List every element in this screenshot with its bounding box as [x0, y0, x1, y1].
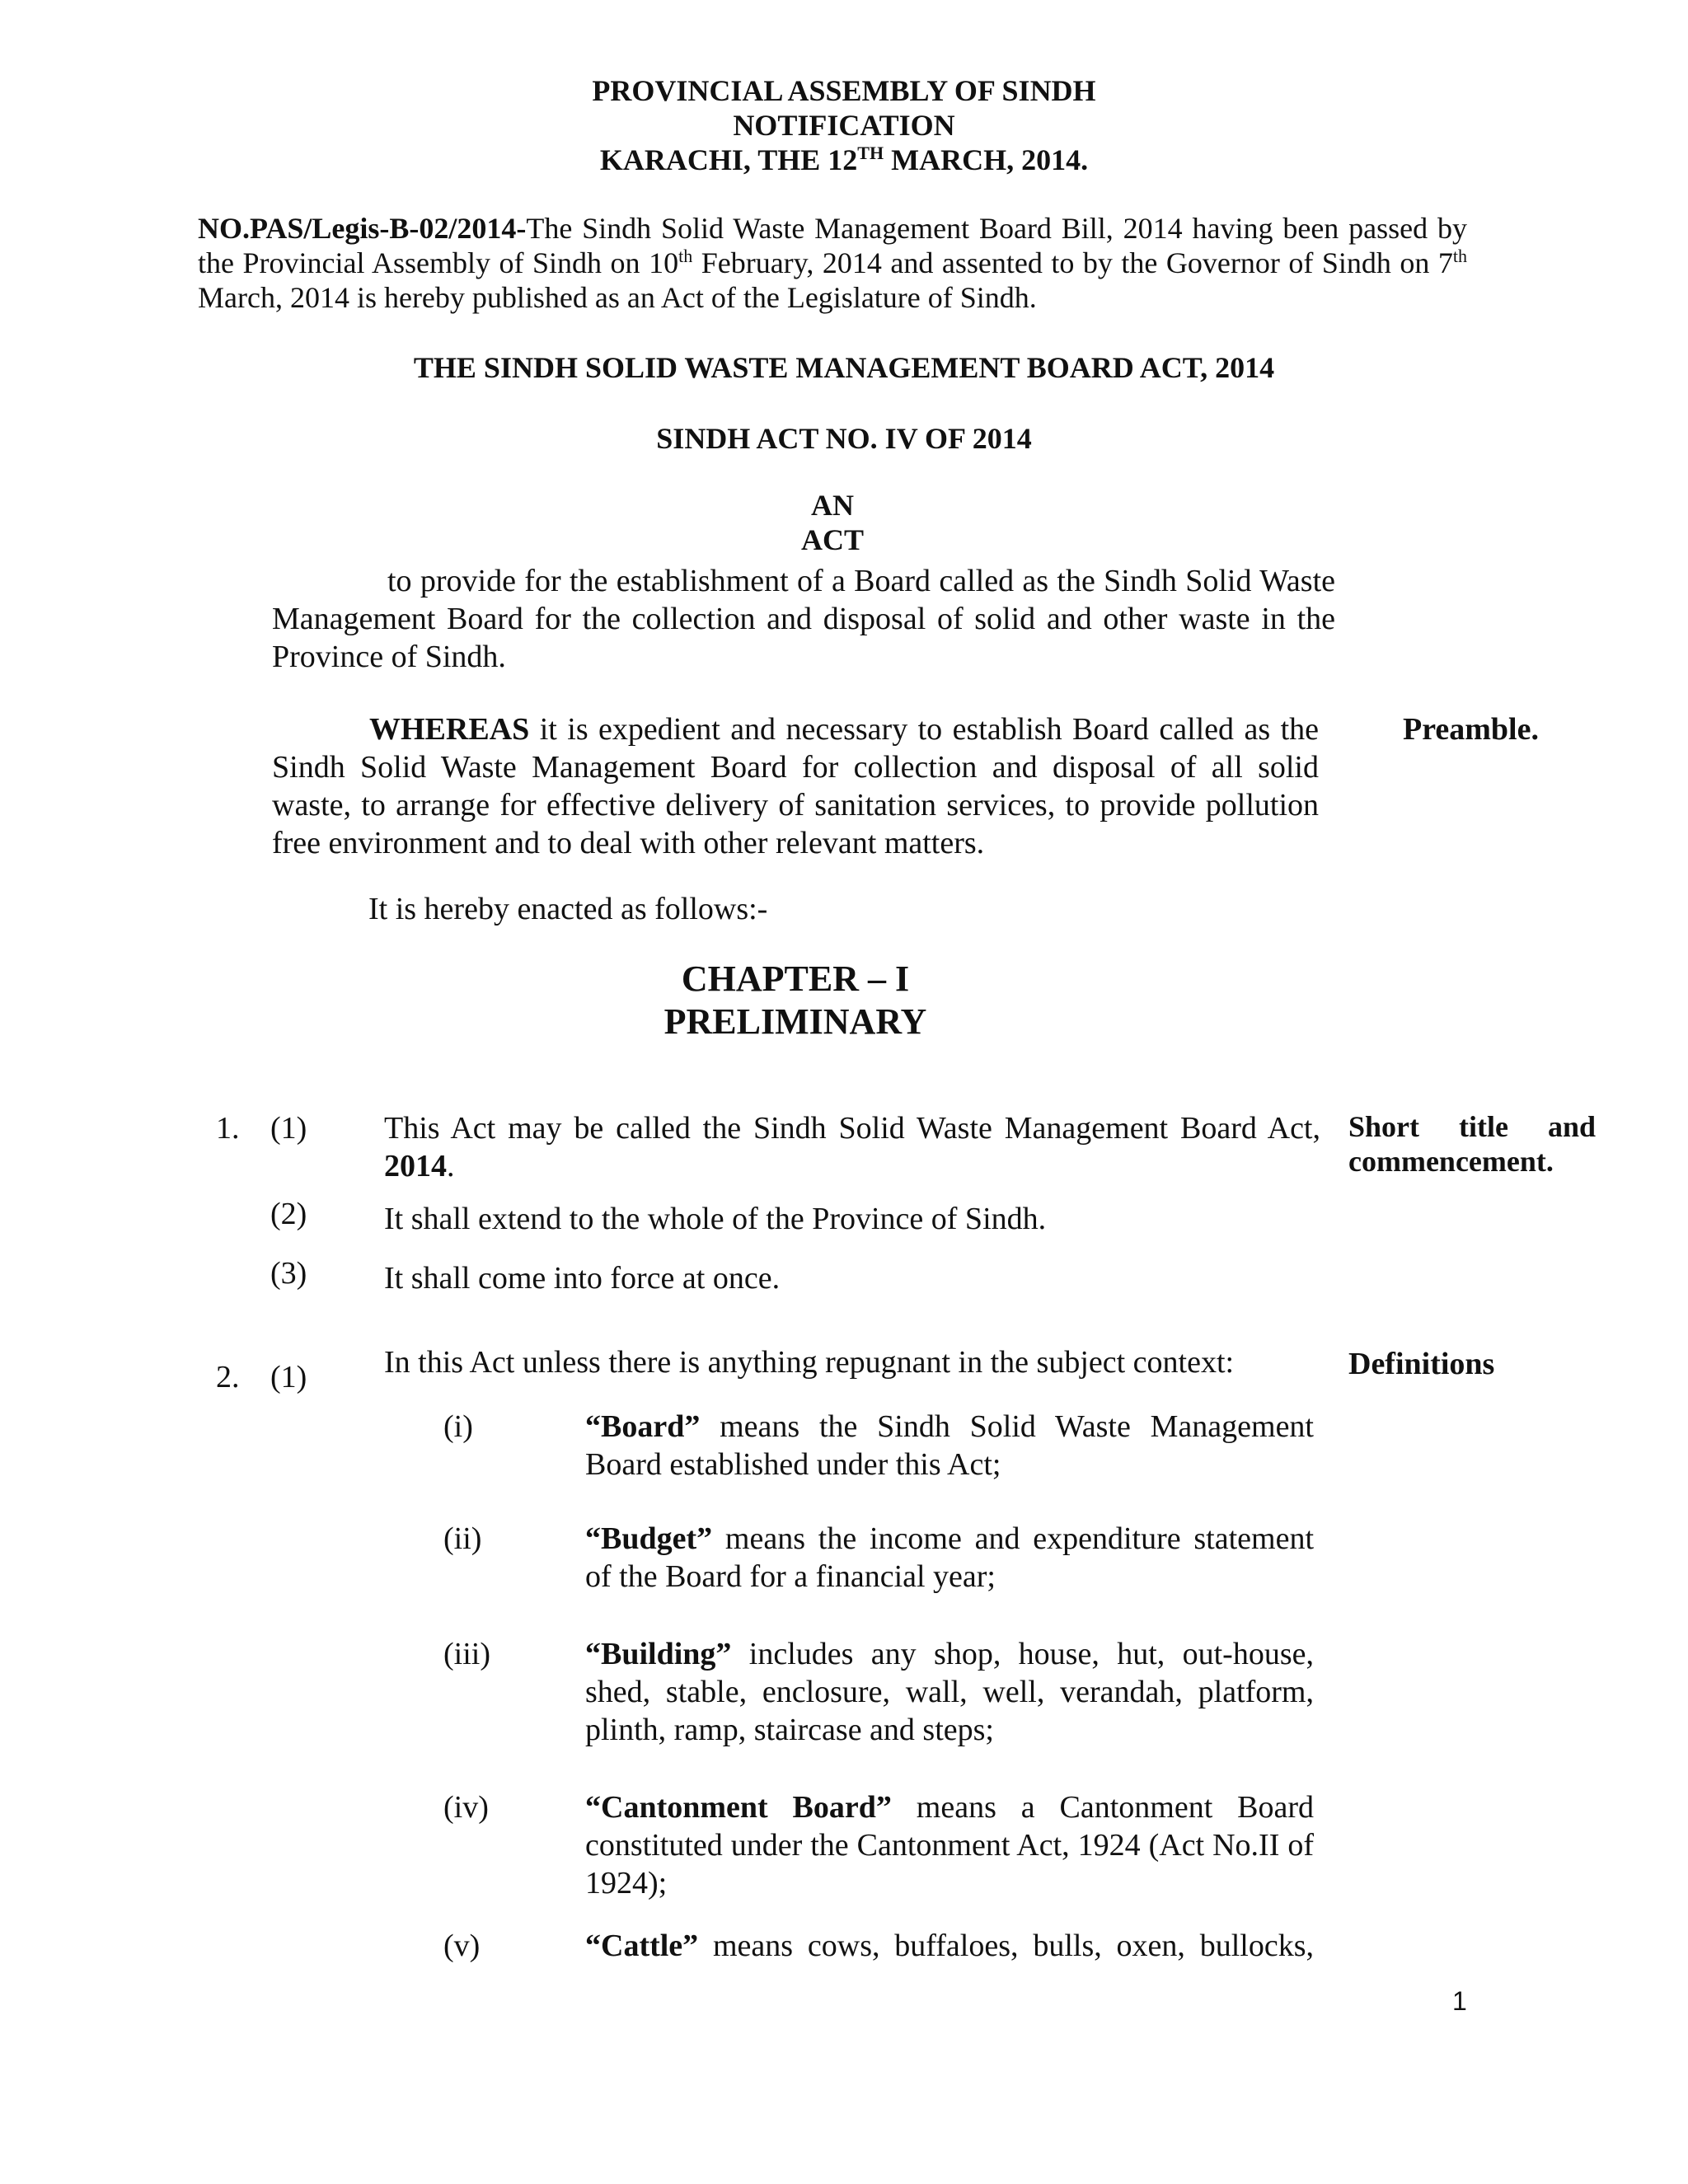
chapter-subtitle: PRELIMINARY [663, 1001, 927, 1042]
assembly-name: PROVINCIAL ASSEMBLY OF SINDH [592, 74, 1096, 107]
enactment-clause: It is hereby enacted as follows:- [368, 892, 768, 926]
definition-budget: “Budget” means the income and expenditure statement of the Board for a financial year; [585, 1521, 1314, 1594]
definition-number: (ii) [443, 1521, 482, 1556]
preamble-text: WHEREAS it is expedient and necessary to establish Board called as the Sindh Solid Waste Management Board for collection and disposal of all solid waste, to arrange for effective delivery of sanitation services, to provide pollution free environment and to deal with other relevant matters. [272, 712, 1319, 860]
notification-label: NOTIFICATION [733, 109, 955, 142]
an-label: AN [811, 489, 854, 522]
section-1-sub-1-number: (1) [270, 1111, 307, 1146]
definition-number: (v) [443, 1929, 481, 1963]
section-1-number: 1. [216, 1111, 240, 1146]
preamble-side-note: Preamble. [1403, 712, 1539, 747]
section-1-sub-1-text: This Act may be called the Sindh Solid Waste Management Board Act, 2014. [384, 1111, 1320, 1183]
section-1-side-note-b: commencement. [1348, 1145, 1554, 1178]
notification-paragraph: NO.PAS/Legis-B-02/2014-The Sindh Solid Waste Management Board Bill, 2014 having been passed by the Provincial Assembly of Sindh on 10th February, 2014 and assented to by the Governor of Sindh on 7th March, 2014 is hereby published as an Act of the Legislature of Sindh. [198, 212, 1468, 314]
whereas-label: WHEREAS [369, 712, 530, 747]
definition-cattle: “Cattle” means cows, buffaloes, bulls, oxen, bullocks, [585, 1929, 1314, 1963]
section-1-sub-2-text: It shall extend to the whole of the Province of Sindh. [384, 1202, 1047, 1236]
page-number: 1 [1452, 1986, 1467, 2016]
act-title: THE SINDH SOLID WASTE MANAGEMENT BOARD ACT, 2014 [413, 351, 1275, 384]
section-1-sub-3-number: (3) [270, 1256, 307, 1291]
act-label: ACT [800, 523, 864, 556]
long-title: to provide for the establishment of a Board called as the Sindh Solid Waste Management Board for the collection and disposal of solid and other waste in the Province of Sindh. [272, 564, 1335, 674]
definition-cantonment-board: “Cantonment Board” means a Cantonment Board constituted under the Cantonment Act, 1924 (Act No.II of 1924); [585, 1790, 1314, 1900]
section-2-side-note: Definitions [1348, 1347, 1495, 1381]
definition-number: (iv) [443, 1790, 489, 1825]
section-1-sub-2-number: (2) [270, 1197, 307, 1231]
definition-number: (i) [443, 1409, 473, 1444]
chapter-title: CHAPTER – I [681, 958, 910, 999]
section-1-sub-3-text: It shall come into force at once. [384, 1261, 781, 1296]
notification-date: KARACHI, THE 12TH MARCH, 2014. [599, 143, 1089, 176]
definition-number: (iii) [443, 1637, 490, 1671]
section-1-side-note-a: Short title and [1348, 1110, 1596, 1143]
section-2-sub-1-number: (1) [270, 1360, 307, 1394]
definition-building: “Building” includes any shop, house, hut, out-house, shed, stable, enclosure, wall, well, verandah, platform, plinth, ramp, staircase and steps; [585, 1637, 1314, 1747]
section-2-number: 2. [216, 1360, 240, 1394]
notification-reference: NO.PAS/Legis-B-02/2014- [198, 212, 527, 245]
definition-board: “Board” means the Sindh Solid Waste Management Board established under this Act; [585, 1409, 1314, 1482]
act-number: SINDH ACT NO. IV OF 2014 [656, 422, 1032, 455]
section-2-intro: In this Act unless there is anything repugnant in the subject context: [384, 1345, 1235, 1380]
